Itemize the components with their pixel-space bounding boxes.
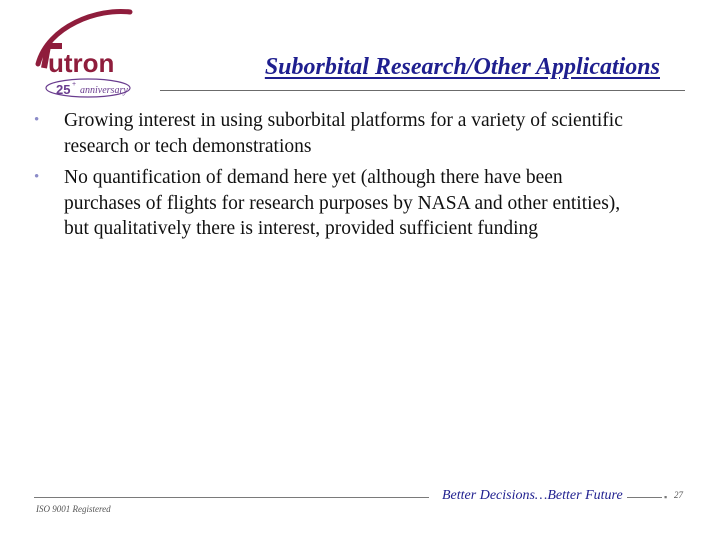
footer-rule-left (34, 497, 429, 498)
bullet-text: No quantification of demand here yet (although there have been purchases of flights for research purposes by NASA and other entities), but qualitatively there is interest, provided sufficient funding (64, 167, 621, 239)
title-underline-rule (160, 90, 685, 91)
slide-title: Suborbital Research/Other Applications (264, 54, 660, 80)
bullet-item (34, 165, 634, 242)
bullet-text: Growing interest in using suborbital platforms for a variety of scientific research or tech demonstrations (64, 110, 623, 157)
page-number: 27 (674, 490, 683, 500)
page-separator-icon: ▪ (664, 492, 668, 502)
futron-logo (18, 6, 168, 106)
futron-logo-graphic (18, 6, 168, 106)
bullet-list (34, 108, 634, 248)
bullet-dot-icon: • (34, 112, 40, 128)
bullet-dot-icon: • (34, 169, 40, 185)
footer-tagline: Better Decisions…Better Future (442, 488, 627, 504)
logo-wordmark: utron (48, 48, 115, 78)
svg-text:+: + (72, 81, 77, 88)
logo-badge-number: 25 (56, 82, 71, 97)
bullet-item (34, 108, 634, 159)
iso-registration: ISO 9001 Registered (36, 504, 111, 514)
logo-badge-text: anniversary (80, 85, 128, 96)
